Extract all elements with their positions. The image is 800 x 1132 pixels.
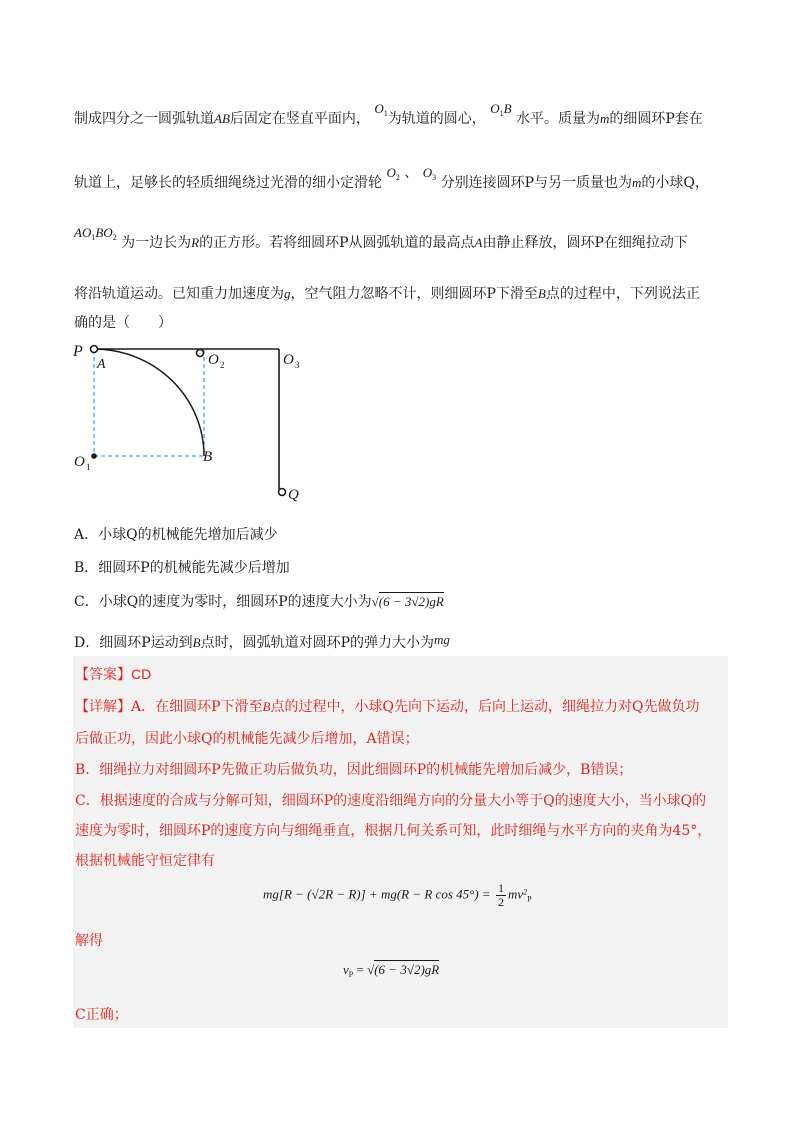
label-b: B	[203, 449, 213, 465]
pulley-o2	[197, 350, 204, 357]
detail-a-line-2: 后做正功，因此小球Q的机械能先减少后增加，A错误；	[75, 731, 419, 747]
center-o1-dot	[91, 453, 97, 459]
equation-energy: mg[R − (√2R − R)] + mg(R − R cos 45°) = $\frac{1}{2}$ $mv^2_P$	[263, 881, 532, 909]
answer-line: 【答案】CD	[75, 666, 152, 683]
detail-c-line-2: 速度为零时，细圆环P的速度方向与细绳垂直，根据几何关系可知，此时细绳与水平方向的夹角为45°，	[75, 823, 712, 839]
symbol-o1b: $O_1B$	[490, 101, 512, 118]
detail-a-line-1: 【详解】A．在细圆环P下滑至B点的过程中，小球Q先向下运动，后向上运动，细绳拉力对Q先做负功	[75, 699, 700, 715]
physics-diagram	[70, 336, 320, 508]
option-c-formula: √(6 − 3√2)gR	[371, 594, 444, 609]
svg-text:2: 2	[220, 360, 225, 370]
detail-b-line: B．细绳拉力对细圆环P先做正功后做负功，因此细圆环P的机械能先增加后减少，B错误；	[75, 762, 633, 778]
problem-line-3: $AO_1BO_2$ 为一边长为R的正方形。若将细圆环P从圆弧轨道的最高点A由静止释放，圆环P在细绳拉动下	[74, 225, 688, 251]
problem-line-1: 制成四分之一圆弧轨道AB后固定在竖直平面内， $O_1$为轨道的圆心， $O_1B$ 水平。质量为m的细圆环P套在	[74, 101, 703, 127]
label-p: P	[73, 343, 83, 360]
answer-panel	[73, 656, 728, 1028]
detail-c-line-1: C．根据速度的合成与分解可知，细圆环P的速度沿细绳方向的分量大小等于Q的速度大小，当小球Q的	[75, 793, 707, 809]
symbol-o3: $O_3$	[422, 165, 437, 182]
problem-line-5: 确的是（ ）	[74, 315, 172, 331]
problem-line-2: 轨道上，足够长的轻质细绳绕过光滑的细小定滑轮 $O_2$ 、 $O_3$ 分别连接圆环P与另一质量也为m的小球Q，	[74, 165, 709, 191]
ball-q	[279, 489, 286, 496]
problem-line-4: 将沿轨道运动。已知重力加速度为g，空气阻力忽略不计，则细圆环P下滑至B点的过程中，下列说法正	[74, 286, 700, 302]
symbol-square: $AO_1BO_2$	[74, 225, 117, 242]
svg-text:3: 3	[295, 360, 300, 370]
svg-text:1: 1	[86, 462, 91, 472]
option-b: B．细圆环P的机械能先减少后增加	[74, 560, 290, 576]
symbol-o1: $O_1$	[374, 101, 388, 118]
symbol-o2: $O_2$	[386, 165, 400, 182]
label-o1: O	[74, 454, 85, 470]
arc-track	[94, 349, 204, 456]
label-a: A	[97, 357, 106, 372]
label-o2: O	[208, 352, 219, 368]
detail-c-line-3: 根据机械能守恒定律有	[75, 853, 215, 869]
label-q: Q	[288, 487, 299, 503]
option-d: D．细圆环P运动到B点时，圆弧轨道对圆环P的弹力大小为mg	[74, 632, 450, 651]
option-a: A．小球Q的机械能先增加后减少	[74, 527, 278, 543]
solve-label: 解得	[75, 933, 103, 949]
option-c: C．小球Q的速度为零时，细圆环P的速度大小为√(6 − 3√2)gR	[74, 594, 444, 610]
ring-p	[91, 346, 98, 353]
detail-c-conclusion: C正确；	[75, 1007, 128, 1023]
equation-velocity: $v_P = √(6 - 3√2)gR$	[343, 962, 440, 979]
label-o3: O	[283, 352, 294, 368]
